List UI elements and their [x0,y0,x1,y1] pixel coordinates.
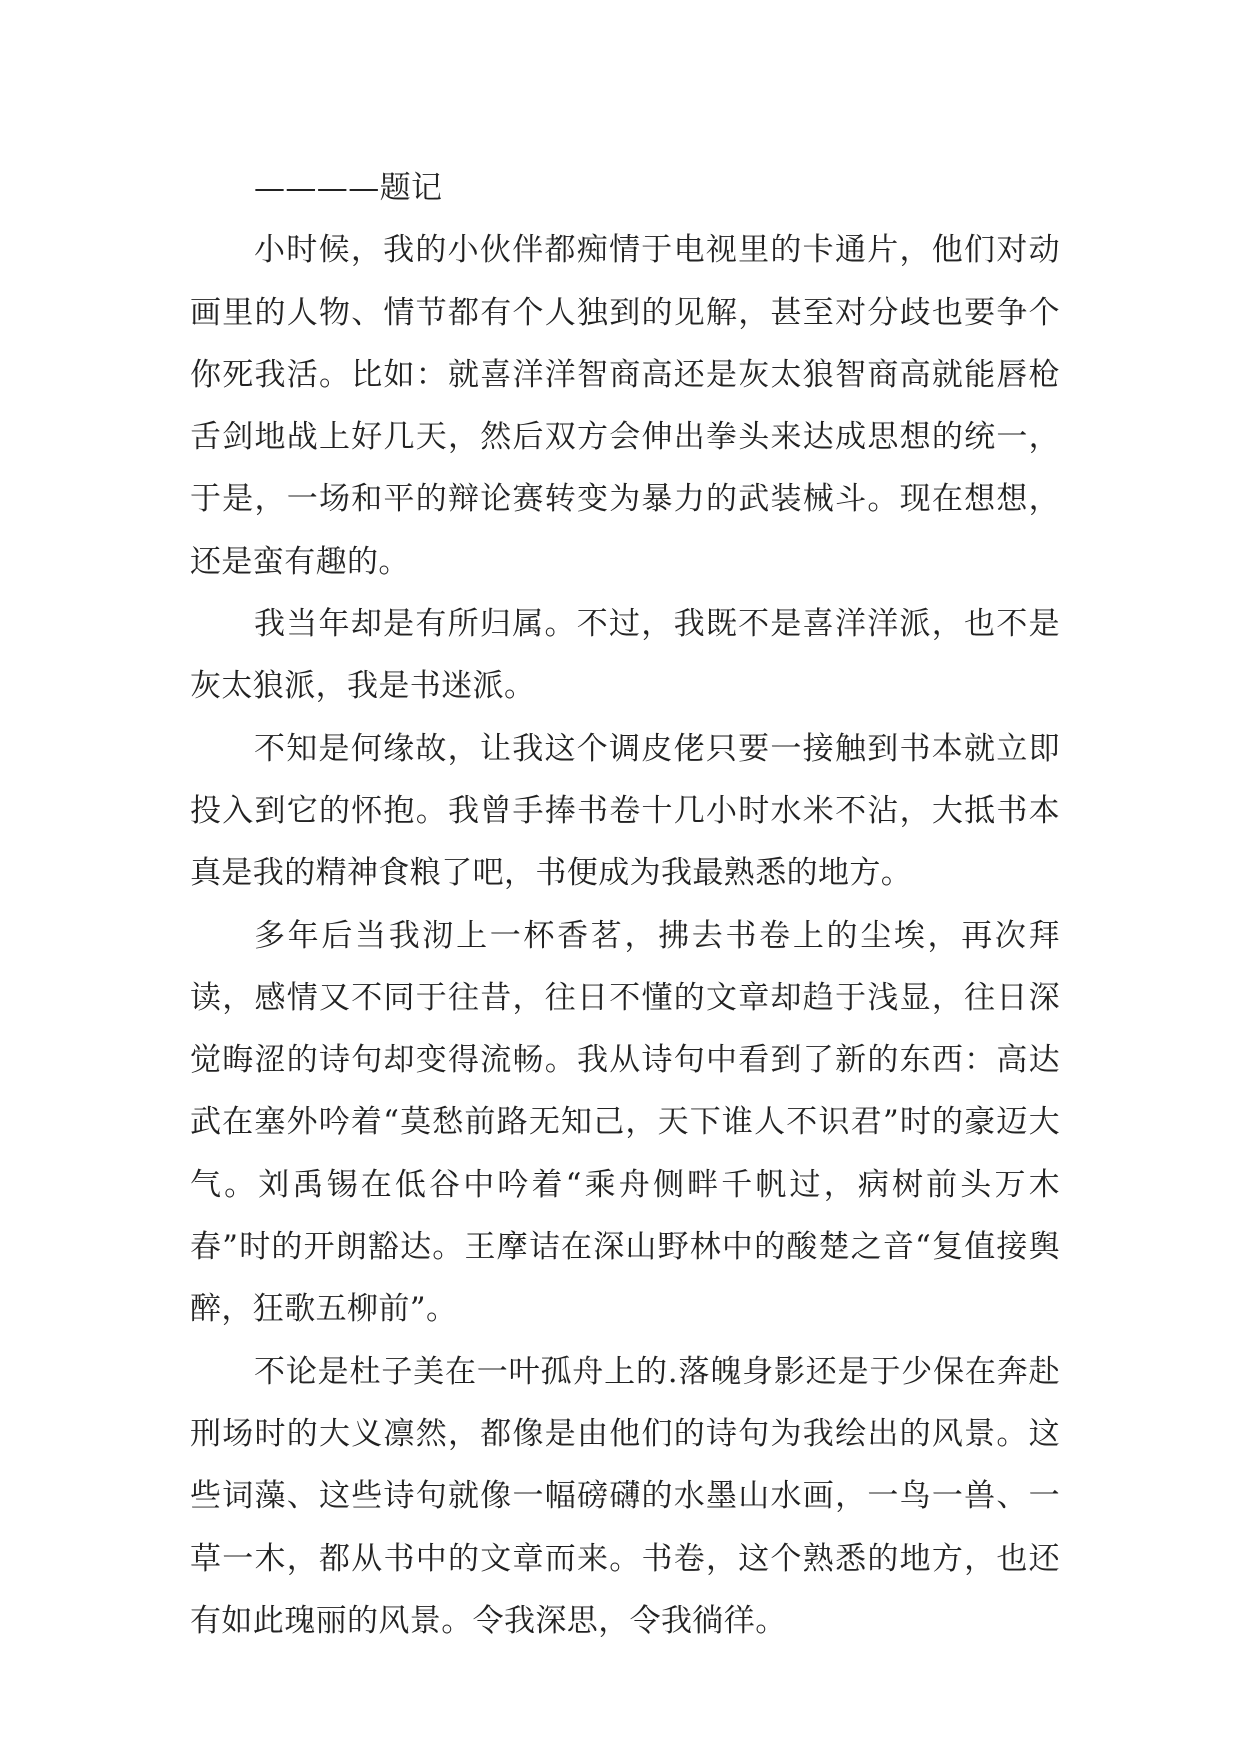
paragraph-poetic-scenery: 不论是杜子美在一叶孤舟上的.落魄身影还是于少保在奔赴刑场时的大义凛然，都像是由他们的诗句为我绘出的风景。这些词藻、这些诗句就像一幅磅礴的水墨山水画，一鸟一兽、一草一木，都从书中的文章而来。书卷，这个熟悉的地方，也还有如此瑰丽的风景。令我深思，令我徜徉。 [190,1353,1060,1639]
inscription-line: ————题记 [254,170,443,206]
paragraph-book-fan: 我当年却是有所归属。不过，我既不是喜洋洋派，也不是灰太狼派，我是书迷派。 [190,606,1060,705]
paragraph-poetry-rereading: 多年后当我沏上一杯香茗，拂去书卷上的尘埃，再次拜读，感情又不同于往昔，往日不懂的文章却趋于浅显，往日深觉晦涩的诗句却变得流畅。我从诗句中看到了新的东西：高达武在塞外吟着“莫愁前路无知己，天下谁人不识君”时的豪迈大气。刘禹锡在低谷中吟着“乘舟侧畔千帆过，病树前头万木春”时的开朗豁达。王摩诘在深山野林中的酸楚之音“复值接舆醉，狂歌五柳前”。 [190,917,1060,1328]
paragraph-reading-habit: 不知是何缘故，让我这个调皮佬只要一接触到书本就立即投入到它的怀抱。我曾手捧书卷十几小时水米不沾，大抵书本真是我的精神食粮了吧，书便成为我最熟悉的地方。 [190,730,1060,892]
essay-body [190,157,1060,1652]
paragraph-cartoon-childhood: 小时候，我的小伙伴都痴情于电视里的卡通片，他们对动画里的人物、情节都有个人独到的见解，甚至对分歧也要争个你死我活。比如：就喜洋洋智商高还是灰太狼智商高就能唇枪舌剑地战上好几天，然后双方会伸出拳头来达成思想的统一，于是，一场和平的辩论赛转变为暴力的武装械斗。现在想想，还是蛮有趣的。 [190,232,1060,580]
